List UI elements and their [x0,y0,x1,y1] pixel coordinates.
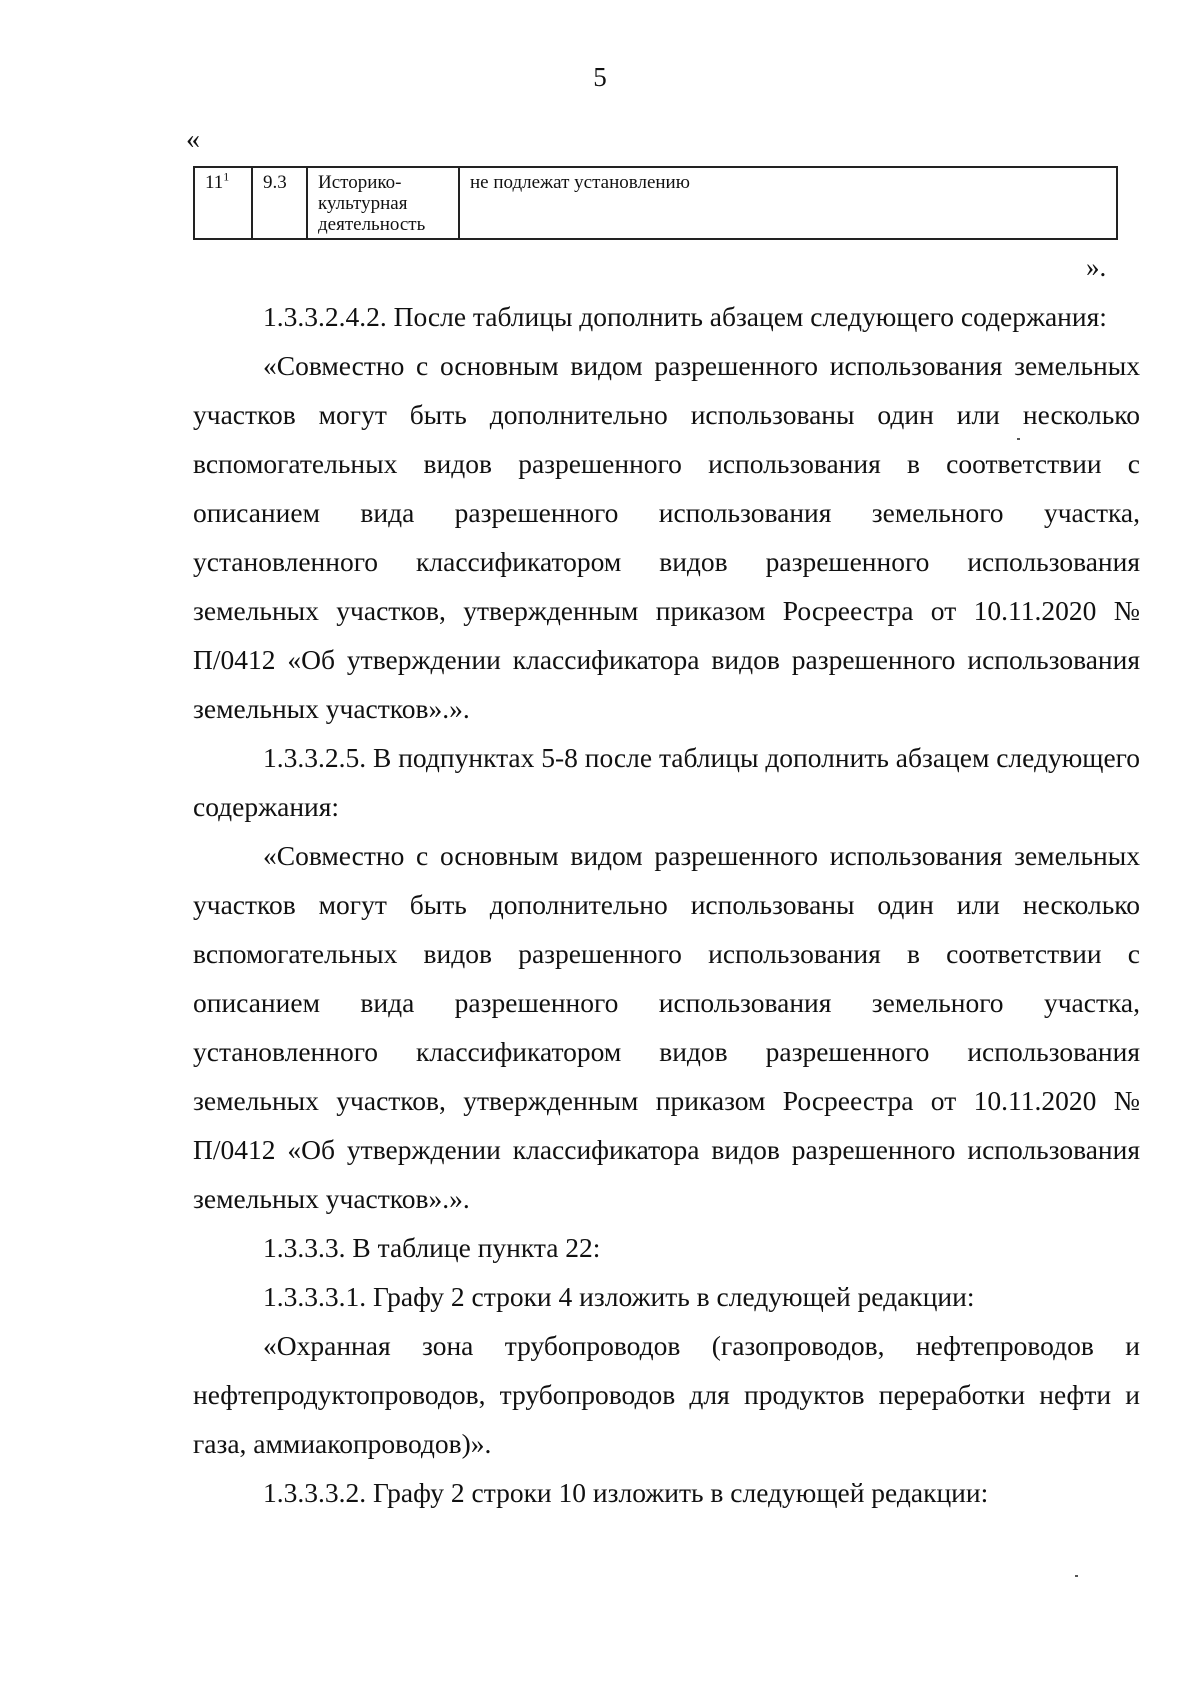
paragraph-1-3-3-2-4-2: 1.3.3.2.4.2. После таблицы дополнить абзацем следующего содержания: [263,301,1107,332]
paragraph-quoted-addition-1: «Совместно с основным видом разрешенного использования земельных участков могут быть дополнительно использованы один или несколько вспомогательных видов разрешенного использования в соответствии с описанием вида разрешенного использования земельного участка, установленного классификатором видов разрешенного использования земельных участков, утвержденным приказом Росреестра от 10.11.2020 № П/0412 «Об утверждении классификатора видов разрешенного использования земельных участков».». [193,350,1140,724]
row-number-cell [194,167,252,239]
table-close-quote: ». [1086,252,1107,282]
row-number-superscript: 1 [223,169,230,184]
document-body [193,292,1140,1517]
paragraph-1-3-3-2-5: 1.3.3.2.5. В подпунктах 5-8 после таблицы дополнить абзацем следующего содержания: [193,742,1141,822]
paragraph-1-3-3-3-2: 1.3.3.3.2. Графу 2 строки 10 изложить в следующей редакции: [263,1477,989,1508]
code-cell: 9.3 [252,167,307,239]
paragraph-quoted-addition-2: «Совместно с основным видом разрешенного использования земельных участков могут быть дополнительно использованы один или несколько вспомогательных видов разрешенного использования в соответствии с описанием вида разрешенного использования земельного участка, установленного классификатором видов разрешенного использования земельных участков, утвержденным приказом Росреестра от 10.11.2020 № П/0412 «Об утверждении классификатора видов разрешенного использования земельных участков».». [193,840,1140,1214]
table-open-quote: « [186,124,200,155]
paragraph-quoted-pipeline-zone: «Охранная зона трубопроводов (газопроводов, нефтепроводов и нефтепродуктопроводов, трубопроводов для продуктов переработки нефти и газа, аммиакопроводов)». [193,1330,1140,1459]
scan-speck [1075,1575,1078,1577]
amendment-table [193,166,1118,240]
paragraph-1-3-3-3-1: 1.3.3.3.1. Графу 2 строки 4 изложить в следующей редакции: [263,1281,975,1312]
parameters-cell: не подлежат установлению [459,167,1117,239]
paragraph-1-3-3-3: 1.3.3.3. В таблице пункта 22: [263,1232,601,1263]
table-row [194,167,1117,239]
scan-speck [1017,438,1020,440]
page-number: 5 [593,62,607,92]
activity-name-cell: Историко-культурная деятельность [307,167,459,239]
row-number: 11 [205,172,224,193]
